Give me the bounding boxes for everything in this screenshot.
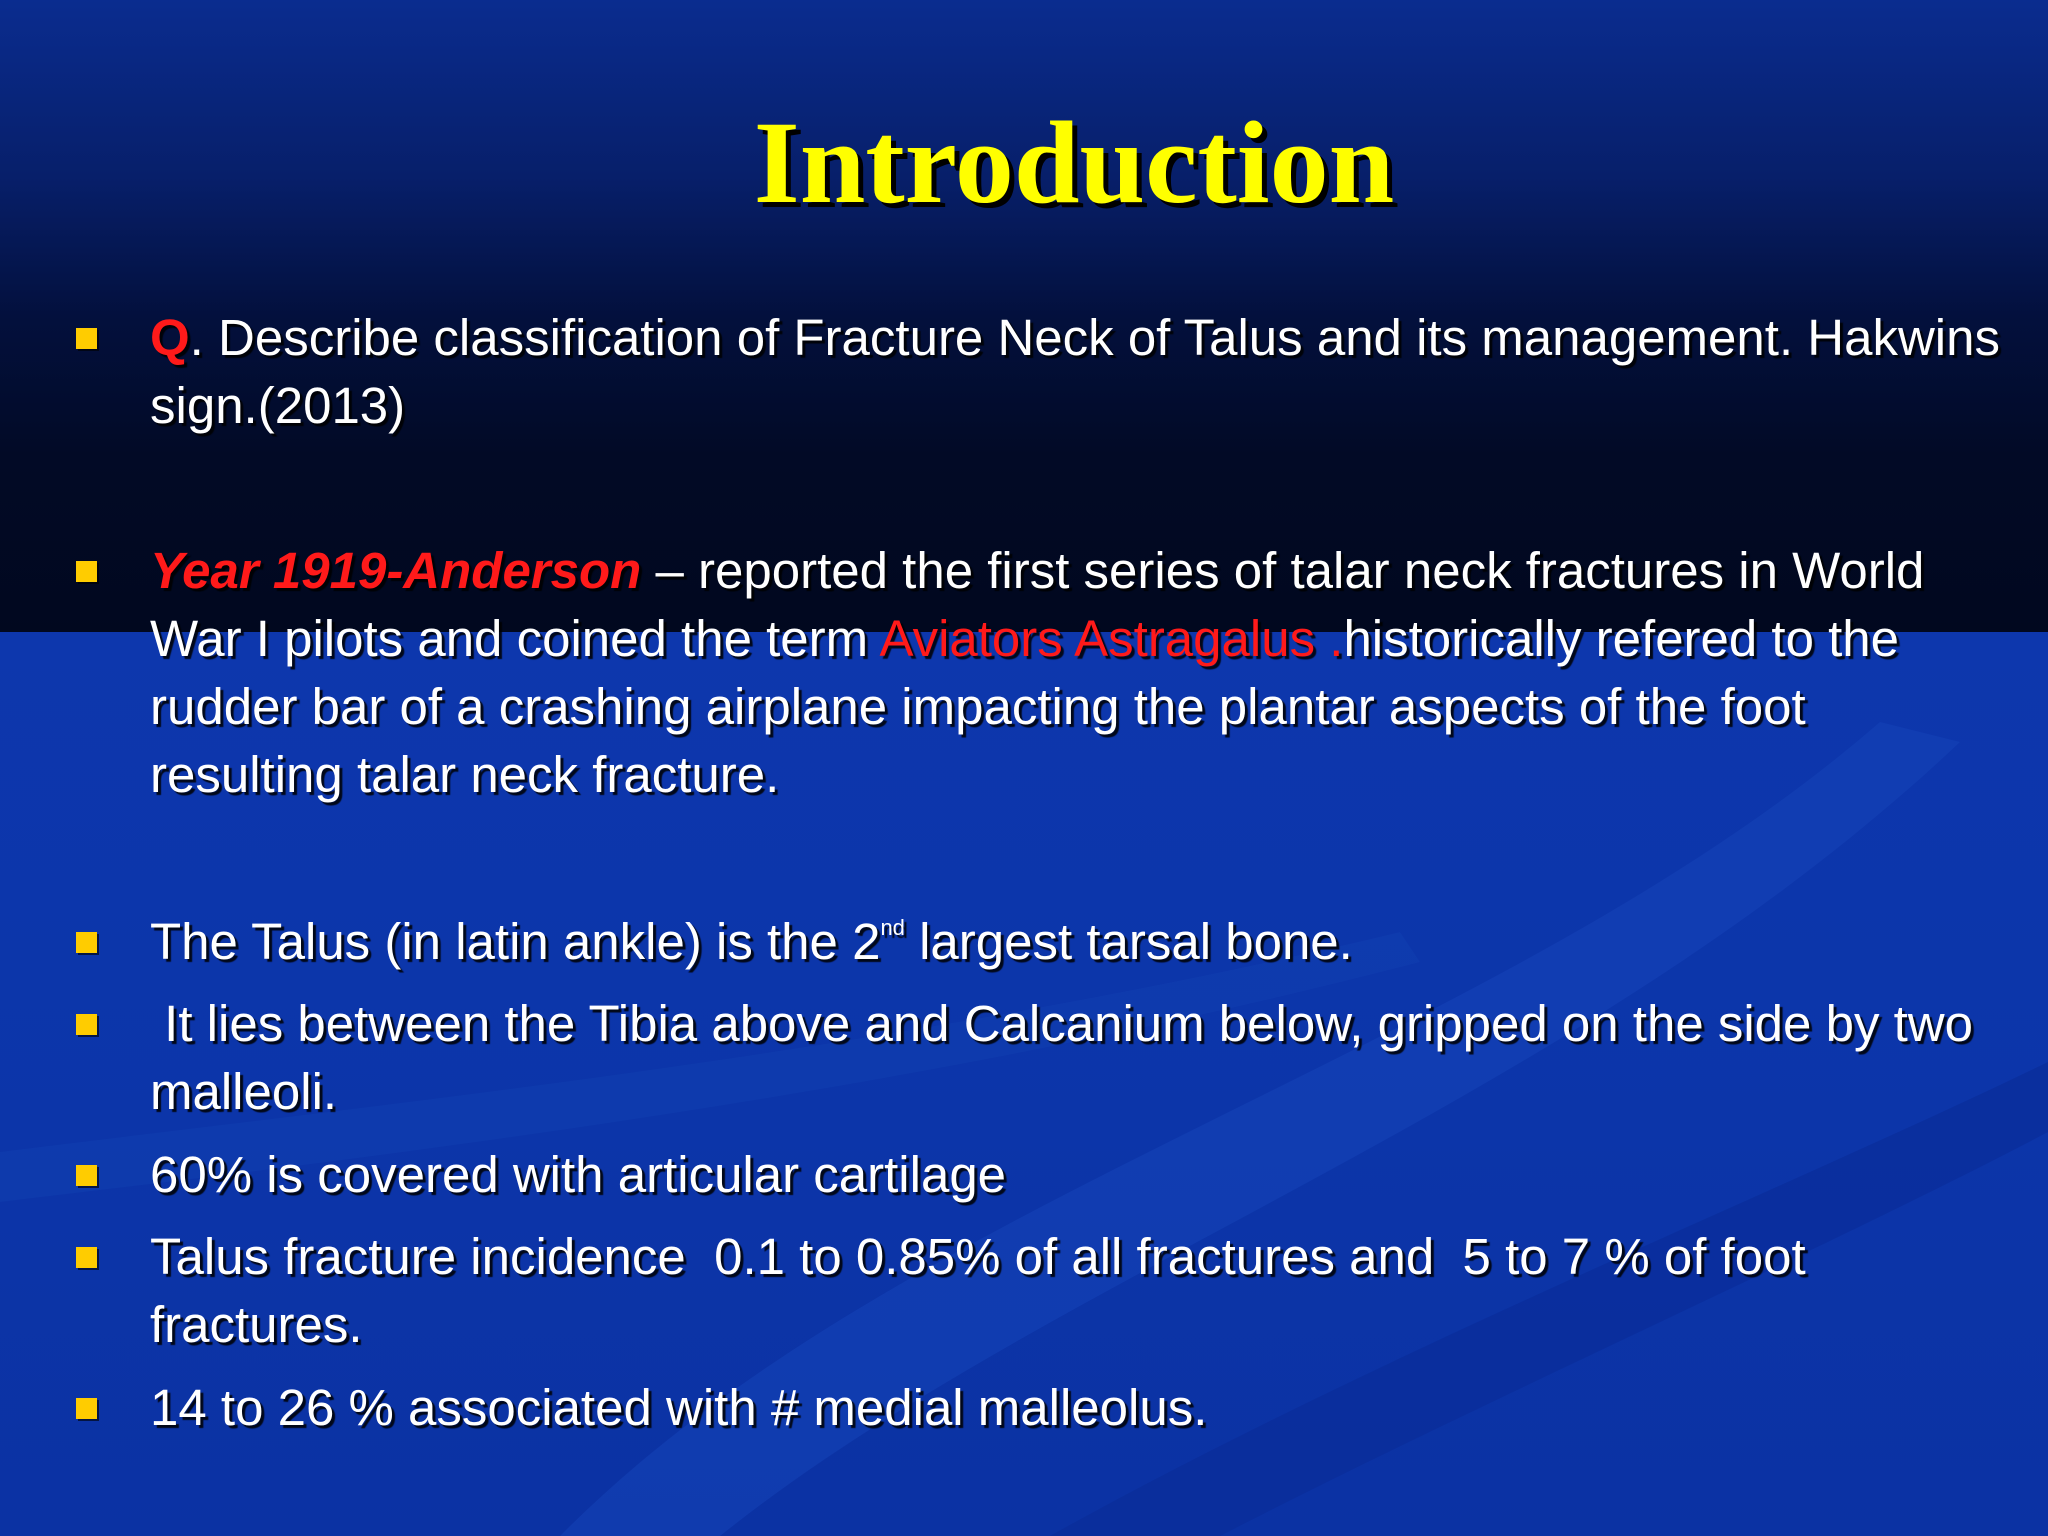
bullet-question: [150, 304, 2000, 440]
bullet-history: [150, 537, 2000, 809]
square-bullet-icon: [76, 1247, 97, 1268]
bullet-talus-size: [150, 908, 2000, 976]
square-bullet-icon: [76, 561, 97, 582]
square-bullet-icon: [76, 1398, 97, 1419]
talus-size-text: The Talus (in latin ankle) is the 2: [150, 913, 881, 970]
association-text: 14 to 26 % associated with # medial malleolus.: [150, 1379, 1208, 1436]
bullet-talus-position: [150, 990, 2000, 1126]
question-text: . Describe classification of Fracture Neck of Talus and its management. Hakwins sign.(2013): [150, 309, 2000, 434]
talus-size-text-continued: largest tarsal bone.: [904, 913, 1353, 970]
talus-position-text: It lies between the Tibia above and Calcanium below, gripped on the side by two malleoli.: [150, 995, 1988, 1120]
bullet-cartilage: [150, 1141, 2000, 1209]
bullet-association: [150, 1374, 2000, 1442]
history-year-author: Year 1919-Anderson: [150, 542, 642, 599]
slide-title: Introduction: [753, 97, 1395, 228]
ordinal-superscript: nd: [880, 915, 905, 940]
question-label: Q: [150, 309, 190, 366]
cartilage-text: 60% is covered with articular cartilage: [150, 1146, 1007, 1203]
square-bullet-icon: [76, 1014, 97, 1035]
bullet-incidence: [150, 1223, 2000, 1359]
square-bullet-icon: [76, 1165, 97, 1186]
history-text-continued: historically refered to the rudder bar of a crashing airplane impacting the plantar aspects of the foot resulting talar neck fracture.: [150, 610, 1900, 803]
history-text: – reported the first series of talar neck fractures in World War I pilots and coined the term: [150, 542, 1925, 667]
square-bullet-icon: [76, 932, 97, 953]
square-bullet-icon: [76, 328, 97, 349]
history-term: Aviators Astragalus .: [879, 610, 1344, 667]
incidence-text: Talus fracture incidence 0.1 to 0.85% of all fractures and 5 to 7 % of foot fractures.: [150, 1228, 1820, 1353]
